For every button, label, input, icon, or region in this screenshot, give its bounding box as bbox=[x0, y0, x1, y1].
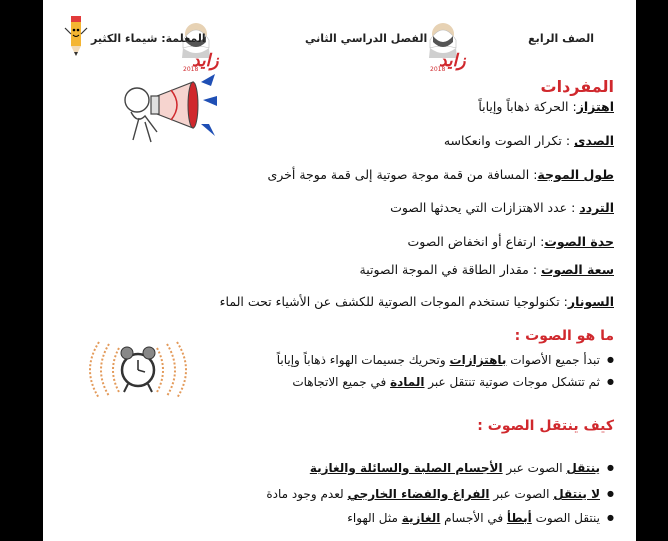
text-run: الصوت عبر bbox=[489, 487, 554, 501]
text-run: وتحريك جسيمات الهواء ذهاباً وإياباً bbox=[276, 353, 450, 367]
vocab-item bbox=[390, 200, 614, 215]
text-run: في جميع الاتجاهات bbox=[292, 375, 391, 389]
list-item bbox=[310, 461, 614, 475]
text-run: الصوت عبر bbox=[502, 461, 567, 475]
vocab-item bbox=[220, 294, 614, 309]
logo-word: زايد bbox=[192, 51, 219, 71]
vocab-item bbox=[268, 167, 615, 182]
vocab-term: اهتزاز bbox=[576, 99, 614, 114]
teacher-name: المعلمة: شيماء الكثير bbox=[91, 32, 206, 45]
text-run: ينتقل الصوت bbox=[531, 511, 601, 525]
vocab-item bbox=[478, 99, 614, 114]
how-sound-travels-heading: كيف ينتقل الصوت : bbox=[477, 418, 614, 434]
text-run: ثم تتشكل موجات صوتية تنتقل عبر bbox=[424, 375, 601, 389]
logo-year: 2018 bbox=[430, 66, 446, 73]
list-item bbox=[292, 375, 614, 389]
vocab-separator: : bbox=[567, 200, 580, 215]
text-run: مثل الهواء bbox=[347, 511, 402, 525]
keyword: الغازية bbox=[401, 511, 441, 525]
vocab-item bbox=[444, 133, 614, 148]
vocab-separator: : bbox=[529, 167, 538, 182]
ringing-alarm-clock-icon bbox=[83, 340, 193, 400]
keyword: ينتقل bbox=[566, 461, 601, 475]
keyword: لا ينتقل bbox=[553, 487, 601, 501]
keyword: أبطأ bbox=[506, 511, 532, 525]
vocab-definition: عدد الاهتزازات التي يحدثها الصوت bbox=[390, 200, 568, 215]
keyword: باهتزازات bbox=[449, 353, 507, 367]
vocab-item bbox=[408, 234, 614, 249]
pencil-mascot-icon bbox=[63, 14, 89, 58]
logo-year: 2018 bbox=[183, 66, 199, 73]
what-is-sound-heading: ما هو الصوت : bbox=[514, 328, 614, 344]
text-run: في الأجسام bbox=[440, 511, 507, 525]
vocab-definition: ارتفاع أو انخفاض الصوت bbox=[407, 234, 537, 249]
zayed-year-logo-right bbox=[425, 18, 471, 74]
list-item bbox=[266, 487, 614, 501]
zayed-year-logo-left bbox=[178, 18, 224, 74]
vocab-item bbox=[360, 262, 614, 277]
vocab-term: حدة الصوت bbox=[544, 234, 614, 249]
vocab-term: التردد bbox=[579, 200, 614, 215]
vocab-term: سعة الصوت bbox=[541, 262, 614, 277]
text-run: تبدأ جميع الأصوات bbox=[506, 353, 601, 367]
vocab-term: الصدى bbox=[574, 133, 614, 148]
vocab-definition: تكرار الصوت وانعكاسه bbox=[443, 133, 562, 148]
vocab-definition: المسافة من قمة موجة صوتية إلى قمة موجة أخرى bbox=[267, 167, 530, 182]
vocabulary-heading: المفردات bbox=[540, 77, 614, 96]
logo-word: زايد bbox=[439, 51, 466, 71]
megaphone-character-icon bbox=[111, 72, 219, 146]
semester-label: الفصل الدراسي الثاني bbox=[305, 32, 428, 45]
vocab-separator: : bbox=[536, 234, 545, 249]
vocab-definition: الحركة ذهاباً وإياباً bbox=[478, 99, 569, 114]
grade-label: الصف الرابع bbox=[528, 32, 594, 45]
vocab-term: السونار bbox=[567, 294, 614, 309]
worksheet-page bbox=[43, 0, 636, 541]
vocab-term: طول الموجة bbox=[537, 167, 614, 182]
keyword: الفراغ والفضاء الخارجي bbox=[347, 487, 490, 501]
vocab-separator: : bbox=[568, 99, 577, 114]
keyword: المادة bbox=[390, 375, 425, 389]
keyword: الأجسام الصلبة والسائلة والغازية bbox=[309, 461, 503, 475]
vocab-separator: : bbox=[559, 294, 568, 309]
vocab-separator: : bbox=[528, 262, 542, 277]
vocab-definition: مقدار الطاقة في الموجة الصوتية bbox=[359, 262, 529, 277]
vocab-definition: تكنولوجيا تستخدم الموجات الصوتية للكشف عن الأشياء تحت الماء bbox=[219, 294, 560, 309]
list-item bbox=[277, 353, 614, 367]
list-item bbox=[347, 511, 614, 525]
vocab-separator: : bbox=[561, 133, 575, 148]
text-run: لعدم وجود مادة bbox=[266, 487, 348, 501]
